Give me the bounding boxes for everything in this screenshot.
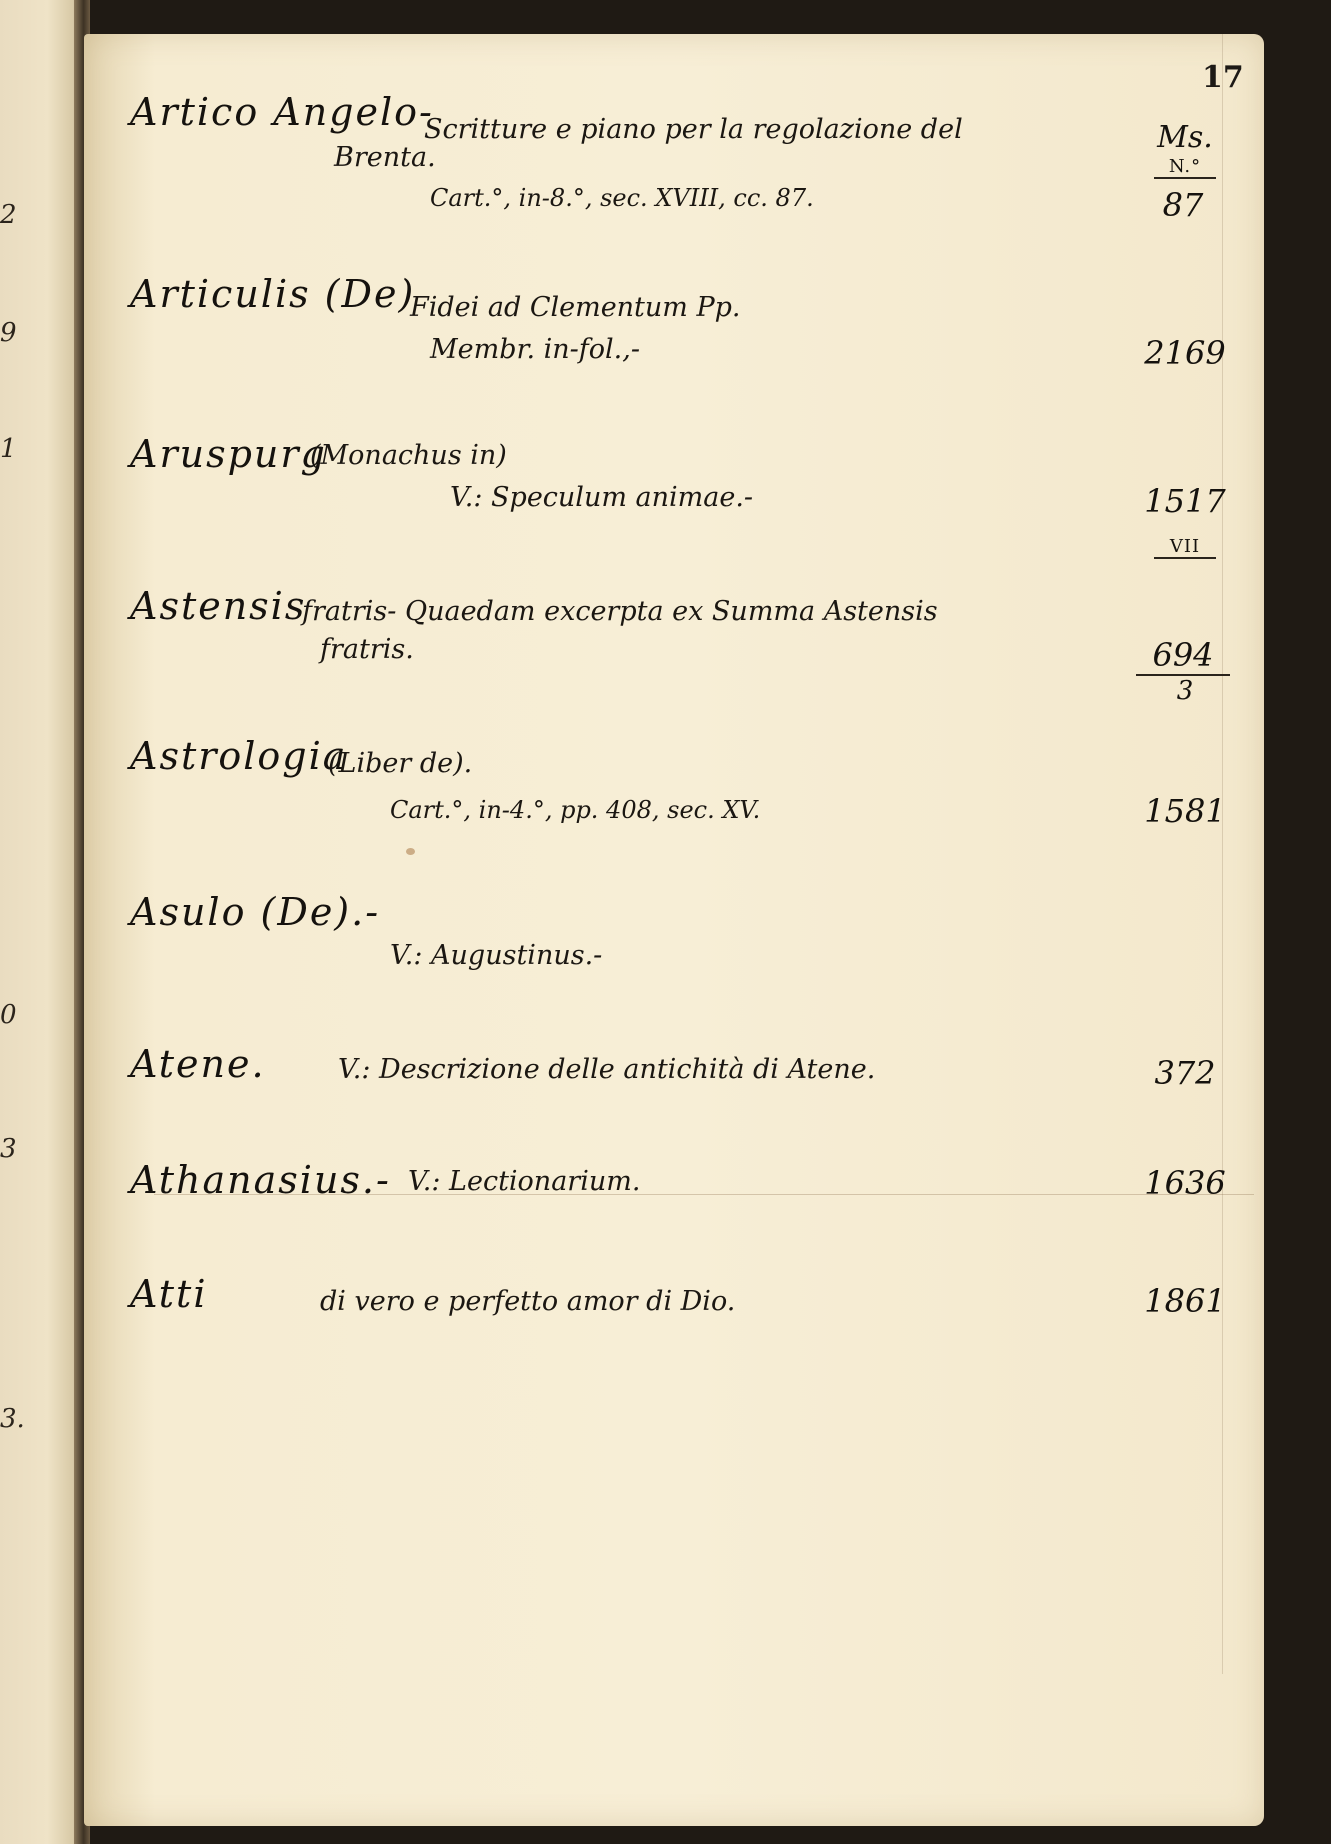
- entry-shelfmark-sub: VII: [1154, 536, 1216, 559]
- margin-number: 1: [0, 434, 17, 464]
- entry-heading: Aruspurg: [130, 432, 327, 476]
- entry-description: Fidei ad Clementum Pp.: [410, 292, 741, 323]
- column-header-ms: Ms.: [1157, 120, 1213, 155]
- entry-heading: Atti: [130, 1272, 208, 1316]
- margin-number: 2: [0, 200, 17, 230]
- entry-shelfmark: 1581: [1144, 792, 1226, 830]
- margin-number: 9: [0, 318, 17, 348]
- entry-shelfmark: 372: [1154, 1054, 1216, 1092]
- entry-heading: Athanasius.-: [130, 1158, 391, 1202]
- entry-heading: Artico Angelo-: [130, 90, 434, 134]
- entry-shelfmark: 694: [1136, 636, 1230, 676]
- entry-heading: Astensis: [130, 584, 307, 628]
- entry-description: di vero e perfetto amor di Dio.: [320, 1286, 736, 1317]
- entry-detail: V.: Speculum animae.-: [450, 482, 754, 513]
- entry-detail: V.: Augustinus.-: [390, 940, 603, 971]
- entry-detail: Cart.°, in-4.°, pp. 408, sec. XV.: [390, 796, 761, 824]
- entry-heading: Astrologia: [130, 734, 348, 778]
- entry-description: V.: Descrizione delle antichità di Atene.: [338, 1054, 876, 1085]
- entry-shelfmark-sub: 3: [1176, 676, 1194, 706]
- entry-description: V.: Lectionarium.: [408, 1166, 641, 1197]
- entry-description: fratris- Quaedam excerpta ex Summa Astensis: [302, 596, 938, 627]
- entry-detail: Membr. in-fol.,-: [430, 334, 640, 365]
- entry-description: (Liber de).: [328, 748, 473, 779]
- manuscript-page: [84, 34, 1264, 1826]
- entry-shelfmark: 2169: [1144, 334, 1226, 372]
- entry-heading: Articulis (De): [130, 272, 416, 316]
- entry-heading: Atene.: [130, 1042, 266, 1086]
- entry-shelfmark: 1636: [1144, 1164, 1226, 1202]
- column-header-number: N.°: [1154, 156, 1216, 179]
- entry-description: Scritture e piano per la regolazione del: [424, 114, 963, 145]
- margin-number: 0: [0, 1000, 17, 1030]
- entry-shelfmark: 1861: [1144, 1282, 1226, 1320]
- entry-continuation: fratris.: [320, 634, 414, 665]
- entry-shelfmark: 87: [1162, 186, 1204, 224]
- entry-heading: Asulo (De).-: [130, 890, 381, 934]
- margin-number: 3.: [0, 1404, 25, 1434]
- entry-shelfmark: 1517: [1144, 482, 1226, 520]
- margin-rule: [1222, 34, 1223, 1674]
- page-number: 17: [1202, 60, 1244, 95]
- margin-number: 3: [0, 1134, 17, 1164]
- entry-detail: Cart.°, in-8.°, sec. XVIII, cc. 87.: [430, 184, 814, 212]
- entry-continuation: Brenta.: [334, 142, 436, 173]
- entry-description: (Monachus in): [310, 440, 507, 471]
- ink-stain: [406, 848, 415, 855]
